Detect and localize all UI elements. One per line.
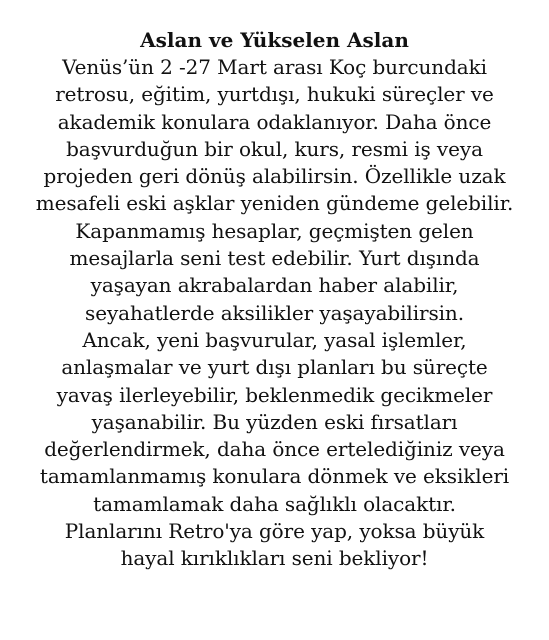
document-title: Aslan ve Yükselen Aslan xyxy=(140,28,409,52)
text-line: retrosu, eğitim, yurtdışı, hukuki süreçler ve xyxy=(55,82,494,107)
text-line: yaşayan akrabalardan haber alabilir, xyxy=(90,273,459,298)
text-line: Ancak, yeni başvurular, yasal işlemler, xyxy=(82,327,467,352)
text-line: mesajlarla seni test edebilir. Yurt dışında xyxy=(69,246,480,271)
text-line: mesafeli eski aşklar yeniden gündeme gelebilir. xyxy=(35,191,514,216)
text-line: anlaşmalar ve yurt dışı planları bu süreçte xyxy=(61,355,488,380)
text-line: Venüs’ün 2 -27 Mart arası Koç burcundaki xyxy=(62,55,487,79)
text-line: tamamlanmamış konulara dönmek ve eksikleri xyxy=(39,464,510,489)
document-body xyxy=(0,54,549,573)
text-line: akademik konulara odaklanıyor. Daha önce xyxy=(57,109,492,134)
text-line: Planlarını Retro'ya göre yap, yoksa büyük xyxy=(64,519,485,544)
text-line: değerlendirmek, daha önce ertelediğiniz veya xyxy=(44,437,505,462)
text-line: seyahatlerde aksilikler yaşayabilirsin. xyxy=(85,300,464,325)
text-line: tamamlamak daha sağlıklı olacaktır. xyxy=(93,491,456,516)
text-line: yavaş ilerleyebilir, beklenmedik gecikmeler xyxy=(56,382,493,407)
text-line: Kapanmamış hesaplar, geçmişten gelen xyxy=(75,218,474,243)
text-line: yaşanabilir. Bu yüzden eski fırsatları xyxy=(91,409,458,434)
text-line: başvurduğun bir okul, kurs, resmi iş veya xyxy=(66,136,483,161)
text-line: projeden geri dönüş alabilirsin. Özellikle uzak xyxy=(43,164,506,189)
text-line: hayal kırıklıkları seni bekliyor! xyxy=(120,546,429,571)
